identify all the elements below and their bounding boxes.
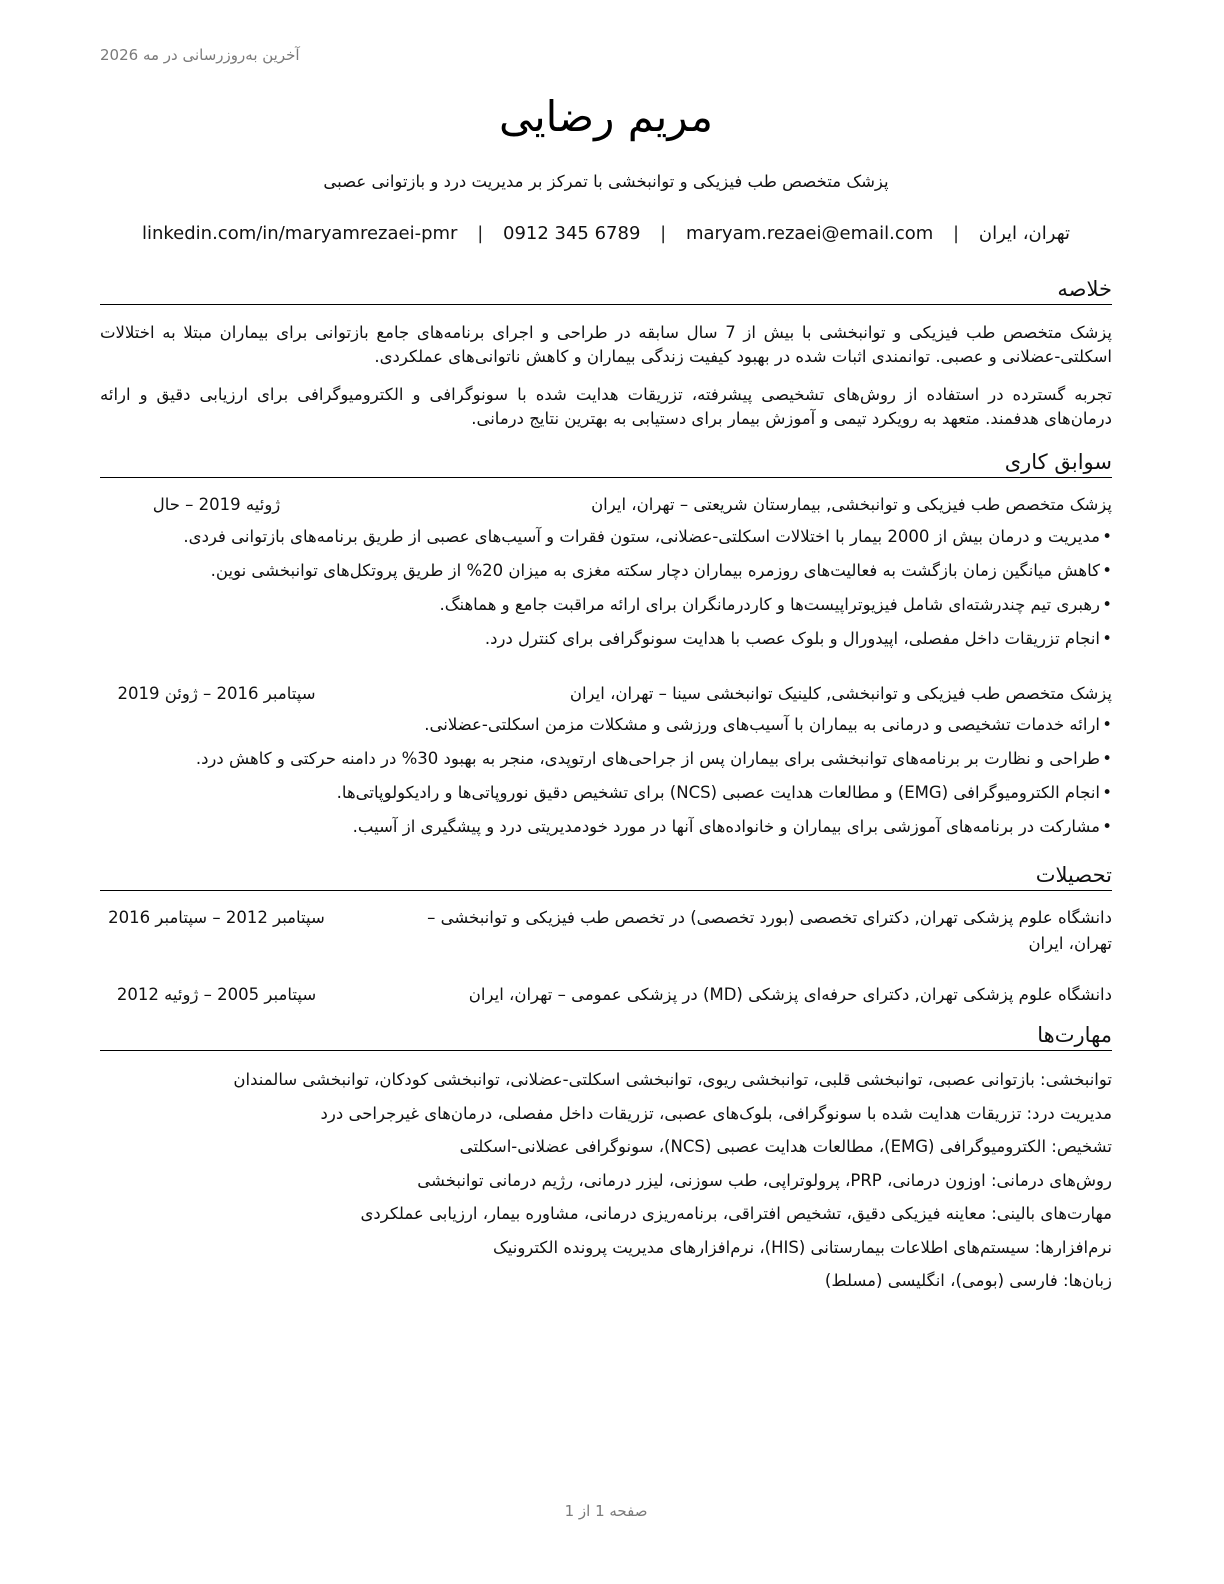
list-item	[100, 713, 1112, 747]
bullet-text: ارائه خدمات تشخیصی و درمانی به بیماران با آسیب‌های ورزشی و مشکلات مزمن اسکلتی-عضلانی.	[424, 715, 1100, 734]
bullet-text: مدیریت و درمان بیش از 2000 بیمار با اختلالات اسکلتی-عضلانی، ستون فقرات و آسیب‌های عصبی از طریق برنامه‌های بازتوانی فردی.	[183, 527, 1100, 546]
list-item	[100, 781, 1112, 815]
list-item	[100, 815, 1112, 849]
education-institution: دانشگاه علوم پزشکی تهران, دکترای تخصصی (بورد تخصصی) در تخصص طب فیزیکی و توانبخشی – تهران، ایران	[427, 908, 1112, 953]
section-title-summary: خلاصه	[100, 276, 1112, 305]
bullet-text: انجام تزریقات داخل مفصلی، اپیدورال و بلوک عصب با هدایت سونوگرافی برای کنترل درد.	[484, 629, 1100, 648]
bullet-text: انجام الکترومیوگرافی (EMG) و مطالعات هدایت عصبی (NCS) برای تشخیص دقیق نوروپاتی‌ها و رادیکولوپاتی‌ها.	[336, 783, 1100, 802]
skill-line: تشخیص: الکترومیوگرافی (EMG)، مطالعات هدایت عصبی (NCS)، سونوگرافی عضلانی-اسکلتی	[459, 1137, 1112, 1156]
contact-separator: |	[477, 223, 484, 244]
job-dates: سپتامبر 2016 – ژوئن 2019	[117, 684, 316, 703]
list-item	[100, 559, 1112, 593]
section-title-skills: مهارت‌ها	[100, 1022, 1112, 1051]
bullet-text: رهبری تیم چندرشته‌ای شامل فیزیوتراپیست‌ها و کاردرمانگران برای ارائه مراقبت جامع و هماهنگ.	[439, 595, 1100, 614]
skill-line: توانبخشی: بازتوانی عصبی، توانبخشی قلبی، توانبخشی ریوی، توانبخشی اسکلتی-عضلانی، توانبخشی کودکان، توانبخشی سالمندان	[233, 1070, 1112, 1089]
job-header	[100, 493, 1112, 517]
list-item	[100, 593, 1112, 627]
job-bullet-list	[100, 525, 1112, 661]
bullet-text: مشارکت در برنامه‌های آموزشی برای بیماران و خانواده‌های آنها در مورد خودمدیریتی درد و پیشگیری از آسیب.	[352, 817, 1100, 836]
job-title: پزشک متخصص طب فیزیکی و توانبخشی, کلینیک توانبخشی سینا – تهران، ایران	[569, 684, 1112, 703]
education-entry	[100, 982, 1112, 1008]
bullet-icon: •	[1102, 817, 1112, 836]
education-dates: سپتامبر 2005 – ژوئیه 2012	[116, 985, 317, 1004]
contact-linkedin[interactable]: linkedin.com/in/maryamrezaei-pmr	[141, 223, 458, 244]
job-title: پزشک متخصص طب فیزیکی و توانبخشی, بیمارستان شریعتی – تهران، ایران	[591, 495, 1112, 514]
bullet-text: کاهش میانگین زمان بازگشت به فعالیت‌های روزمره بیماران دچار سکته مغزی به میزان 20% از طریق پروتکل‌های توانبخشی نوین.	[210, 561, 1100, 580]
contact-email[interactable]: maryam.rezaei@email.com	[685, 223, 934, 244]
page-number: صفحه 1 از 1	[564, 1502, 648, 1520]
skill-line: نرم‌افزارها: سیستم‌های اطلاعات بیمارستانی (HIS)، نرم‌افزارهای مدیریت پرونده الکترونیک	[493, 1237, 1112, 1257]
skill-line: روش‌های درمانی: اوزون درمانی، PRP، پرولوتراپی، طب سوزنی، لیزر درمانی، رژیم درمانی توانبخشی	[417, 1170, 1112, 1190]
skill-line: زبان‌ها: فارسی (بومی)، انگلیسی (مسلط)	[824, 1271, 1112, 1290]
bullet-text: طراحی و نظارت بر برنامه‌های توانبخشی برای بیماران پس از جراحی‌های ارتوپدی، منجر به بهبود 30% در دامنه حرکتی و کاهش درد.	[195, 749, 1100, 768]
list-item	[100, 627, 1112, 661]
contact-separator: |	[660, 223, 667, 244]
last-updated-note: آخرین به‌روزرسانی در مه 2026	[100, 46, 300, 64]
summary-paragraph: پزشک متخصص طب فیزیکی و توانبخشی با بیش از 7 سال سابقه در طراحی و اجرای برنامه‌های جامع بازتوانی برای بیماران مبتلا به اختلالات اسکلتی-عضلانی و عصبی. توانمندی اثبات شده در بهبود کیفیت زندگی بیماران و کاهش ناتوانی‌های عملکردی.	[100, 323, 1113, 366]
list-item	[100, 747, 1112, 781]
bullet-icon: •	[1102, 629, 1112, 648]
summary-paragraph: تجربه گسترده در استفاده از روش‌های تشخیصی پیشرفته، تزریقات هدایت شده با سونوگرافی و الکترومیوگرافی برای ارزیابی دقیق و ارائه درمان‌های هدفمند. متعهد به رویکرد تیمی و آموزش بیمار برای دستیابی به بهترین نتایج درمانی.	[100, 385, 1112, 428]
education-entry	[100, 905, 1112, 957]
skill-line: مدیریت درد: تزریقات هدایت شده با سونوگرافی، بلوک‌های عصبی، تزریقات داخل مفصلی، درمان‌های غیرجراحی درد	[320, 1103, 1112, 1123]
section-title-education: تحصیلات	[100, 862, 1112, 891]
bullet-icon: •	[1102, 783, 1112, 802]
resume-page	[100, 0, 1112, 1584]
education-dates: سپتامبر 2012 – سپتامبر 2016	[108, 908, 325, 927]
bullet-icon: •	[1102, 715, 1112, 734]
education-institution: دانشگاه علوم پزشکی تهران, دکترای حرفه‌ای پزشکی (MD) در پزشکی عمومی – تهران، ایران	[468, 985, 1112, 1004]
skill-line: مهارت‌های بالینی: معاینه فیزیکی دقیق، تشخیص افتراقی، برنامه‌ریزی درمانی، مشاوره بیمار، ارزیابی عملکردی	[360, 1204, 1112, 1223]
contact-phone[interactable]: 0912 345 6789	[503, 223, 641, 244]
job-dates: ژوئیه 2019 – حال	[152, 495, 281, 514]
skills-list	[100, 1068, 1112, 1303]
job-header	[100, 682, 1112, 706]
bullet-icon: •	[1102, 561, 1112, 580]
job-bullet-list	[100, 713, 1112, 849]
contact-line	[100, 223, 1112, 244]
resume-name: مریم رضایی	[498, 92, 714, 141]
resume-subtitle: پزشک متخصص طب فیزیکی و توانبخشی با تمرکز بر مدیریت درد و بازتوانی عصبی	[323, 172, 889, 191]
bullet-icon: •	[1102, 749, 1112, 768]
list-item	[100, 525, 1112, 559]
contact-location: تهران، ایران	[978, 223, 1071, 244]
section-title-experience: سوابق کاری	[100, 449, 1112, 478]
bullet-icon: •	[1102, 527, 1112, 546]
bullet-icon: •	[1102, 595, 1112, 614]
contact-separator: |	[953, 223, 960, 244]
